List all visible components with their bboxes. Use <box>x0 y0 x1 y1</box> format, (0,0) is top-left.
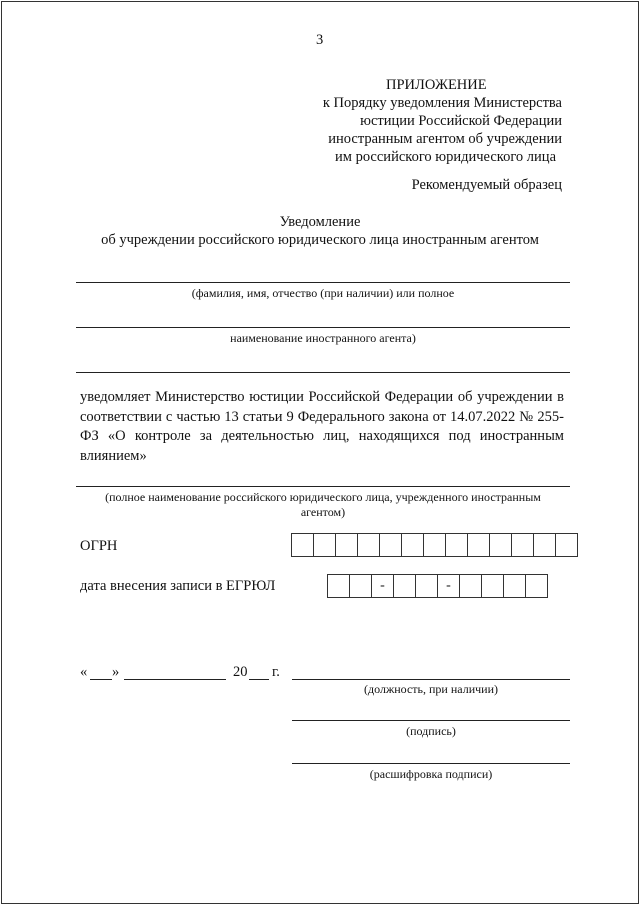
date-digit-box[interactable] <box>460 575 482 597</box>
ogrn-digit-box[interactable] <box>402 534 424 556</box>
date-digit-box[interactable] <box>416 575 438 597</box>
doc-title: Уведомление <box>279 214 361 230</box>
position-line[interactable] <box>292 679 570 680</box>
signature-decoding-line[interactable] <box>292 763 570 764</box>
appendix-line: к Порядку уведомления Министерства <box>322 95 562 111</box>
egrul-date-label: дата внесения записи в ЕГРЮЛ <box>80 578 276 594</box>
ogrn-digit-box[interactable] <box>314 534 336 556</box>
caption-agent-2: наименование иностранного агента) <box>230 331 416 345</box>
agent-name-line-3[interactable] <box>76 372 570 373</box>
ogrn-digit-box[interactable] <box>512 534 534 556</box>
date-digit-box[interactable] <box>328 575 350 597</box>
caption-signature: (подпись) <box>406 724 456 738</box>
day-field[interactable] <box>90 679 112 680</box>
egrul-date-boxes[interactable] <box>327 574 548 598</box>
sample-label: Рекомендуемый образец <box>411 177 562 193</box>
caption-position: (должность, при наличии) <box>364 682 498 696</box>
date-digit-box[interactable] <box>504 575 526 597</box>
doc-subtitle: об учреждении российского юридического лица иностранным агентом <box>101 232 539 248</box>
caption-agent-1: (фамилия, имя, отчество (при наличии) или полное <box>191 286 455 300</box>
ogrn-boxes[interactable] <box>291 533 578 557</box>
date-separator-box: - <box>438 575 460 597</box>
entity-name-line[interactable] <box>76 486 570 487</box>
appendix-title: ПРИЛОЖЕНИЕ <box>386 77 487 93</box>
month-field[interactable] <box>124 679 226 680</box>
ogrn-digit-box[interactable] <box>468 534 490 556</box>
date-open-quote: « <box>80 664 88 680</box>
ogrn-digit-box[interactable] <box>292 534 314 556</box>
date-separator-box: - <box>372 575 394 597</box>
ogrn-digit-box[interactable] <box>424 534 446 556</box>
page-number: 3 <box>316 32 324 48</box>
ogrn-label: ОГРН <box>80 538 118 554</box>
body-text: уведомляет Министерство юстиции Российской Федерации об учреждении в соответствии с частью 13 статьи 9 Федерального закона от 14.07.2022 № 255-ФЗ «О контроле за деятельностью лиц, находящихся под иностранным влиянием» <box>80 389 564 464</box>
year-prefix: 20 <box>233 664 248 680</box>
ogrn-digit-box[interactable] <box>446 534 468 556</box>
date-digit-box[interactable] <box>526 575 547 597</box>
agent-name-line-2[interactable] <box>76 327 570 328</box>
caption-decoding: (расшифровка подписи) <box>369 767 493 781</box>
ogrn-digit-box[interactable] <box>380 534 402 556</box>
date-digit-box[interactable] <box>350 575 372 597</box>
signature-line[interactable] <box>292 720 570 721</box>
ogrn-digit-box[interactable] <box>336 534 358 556</box>
date-digit-box[interactable] <box>482 575 504 597</box>
caption-entity-1: (полное наименование российского юридического лица, учрежденного иностранным <box>105 490 541 504</box>
date-digit-box[interactable] <box>394 575 416 597</box>
date-close-quote: » <box>112 664 120 680</box>
year-suffix: г. <box>272 664 280 680</box>
appendix-line: им российского юридического лица <box>335 149 556 165</box>
agent-name-line[interactable] <box>76 282 570 283</box>
ogrn-digit-box[interactable] <box>534 534 556 556</box>
year-field[interactable] <box>249 679 269 680</box>
ogrn-digit-box[interactable] <box>490 534 512 556</box>
appendix-line: иностранным агентом об учреждении <box>328 131 562 147</box>
ogrn-digit-box[interactable] <box>556 534 577 556</box>
caption-entity-2: агентом) <box>300 505 346 519</box>
appendix-line: юстиции Российской Федерации <box>360 113 562 129</box>
ogrn-digit-box[interactable] <box>358 534 380 556</box>
